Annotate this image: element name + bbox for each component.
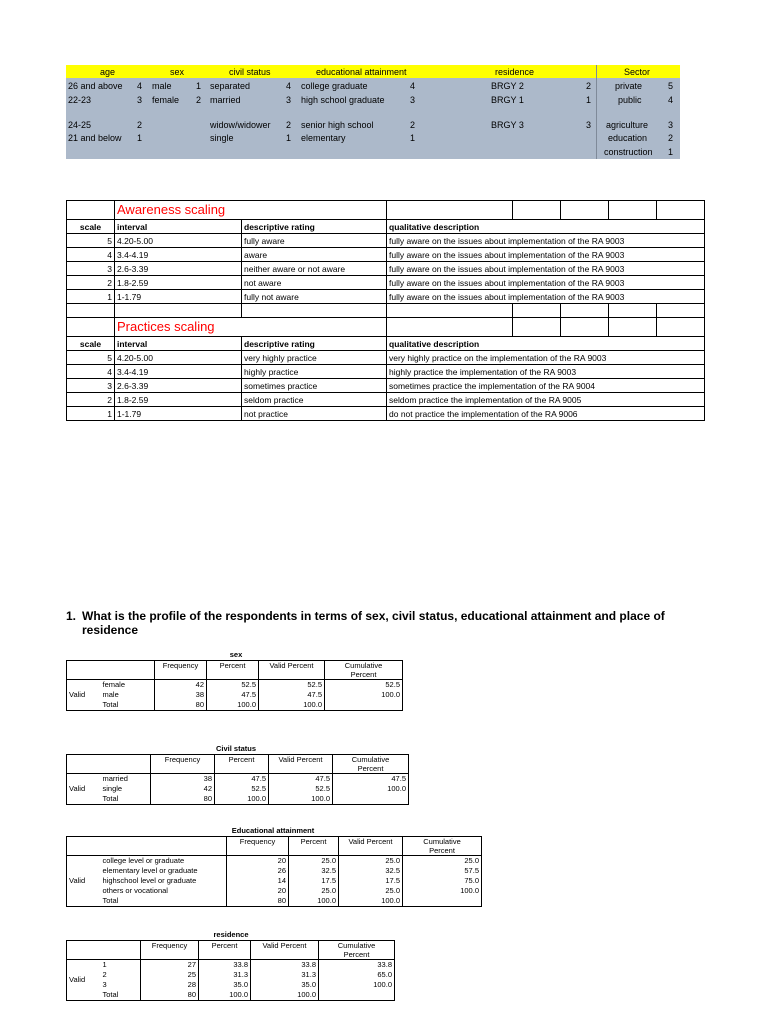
sector-count: 4 xyxy=(668,95,674,105)
header-percent: Percent xyxy=(289,837,339,856)
col-rating: descriptive rating xyxy=(242,220,387,234)
header-percent: Percent xyxy=(215,755,269,774)
header-row xyxy=(67,941,395,960)
cumulative-line-2: Percent xyxy=(343,950,370,959)
valid-percent-cell: 100.0 xyxy=(251,990,319,1001)
civil-count: 3 xyxy=(286,95,292,105)
table-row xyxy=(67,866,482,876)
table-row xyxy=(67,794,409,805)
civil-label: separated xyxy=(210,81,251,91)
interval-cell: 4.20-5.00 xyxy=(115,234,242,248)
scale-cell: 4 xyxy=(67,248,115,262)
col-description: qualitative description xyxy=(387,337,705,351)
header-valid-percent: Valid Percent xyxy=(339,837,403,856)
description-cell: fully aware on the issues about implementation of the RA 9003 xyxy=(387,290,705,304)
sector-label: construction xyxy=(604,147,653,157)
header-frequency: Frequency xyxy=(155,661,207,680)
percent-cell: 100.0 xyxy=(215,794,269,805)
header-percent: Percent xyxy=(207,661,259,680)
percent-cell: 33.8 xyxy=(199,960,251,971)
valid-percent-cell: 47.5 xyxy=(269,774,333,785)
scale-cell: 3 xyxy=(67,379,115,393)
table-row xyxy=(67,290,705,304)
cumulative-line-2: Percent xyxy=(429,846,455,855)
header-row xyxy=(67,661,403,680)
practices-title: Practices scaling xyxy=(115,318,387,337)
sex-count: 1 xyxy=(196,81,202,91)
header-age: age xyxy=(100,67,116,77)
cumulative-cell xyxy=(333,794,409,805)
header-frequency: Frequency xyxy=(227,837,289,856)
valid-percent-cell: 100.0 xyxy=(339,896,403,907)
sector-count: 2 xyxy=(668,133,674,143)
table-row xyxy=(67,990,395,1001)
table-row xyxy=(67,365,705,379)
header-valid-percent: Valid Percent xyxy=(251,941,319,960)
education-label: elementary xyxy=(301,133,346,143)
age-count: 3 xyxy=(137,95,143,105)
frequency-cell: 38 xyxy=(151,774,215,785)
sector-label: education xyxy=(608,133,648,143)
percent-cell: 17.5 xyxy=(289,876,339,886)
rating-cell: not aware xyxy=(242,276,387,290)
age-label: 26 and above xyxy=(68,81,123,91)
education-label: high school graduate xyxy=(301,95,385,105)
header-sex: sex xyxy=(170,67,185,77)
sex-count: 2 xyxy=(196,95,202,105)
frequency-cell: 80 xyxy=(155,700,207,711)
valid-percent-cell: 17.5 xyxy=(339,876,403,886)
percent-cell: 47.5 xyxy=(215,774,269,785)
scaling-table xyxy=(66,200,705,421)
frequency-cell: 42 xyxy=(151,784,215,794)
header-percent: Percent xyxy=(199,941,251,960)
frequency-cell: 27 xyxy=(141,960,199,971)
residence-frequency-table xyxy=(66,940,395,1001)
cumulative-line-2: Percent xyxy=(350,670,377,679)
question-number: 1. xyxy=(66,609,77,623)
valid-label: Valid xyxy=(67,960,101,1001)
age-label: 22-23 xyxy=(68,95,92,105)
table-row xyxy=(67,876,482,886)
description-cell: fully aware on the issues about implementation of the RA 9003 xyxy=(387,276,705,290)
table-row xyxy=(67,960,395,971)
table-row xyxy=(67,886,482,896)
percent-cell: 52.5 xyxy=(207,680,259,691)
col-description: qualitative description xyxy=(387,220,705,234)
table-row xyxy=(67,234,705,248)
sex-label: female xyxy=(152,95,180,105)
interval-cell: 3.4-4.19 xyxy=(115,365,242,379)
civil-label: single xyxy=(210,133,234,143)
header-education: educational attainment xyxy=(316,67,407,77)
row-label: 1 xyxy=(101,960,141,971)
description-cell: sometimes practice the implementation of the RA 9004 xyxy=(387,379,705,393)
percent-cell: 25.0 xyxy=(289,886,339,896)
cumulative-cell: 65.0 xyxy=(319,970,395,980)
header-valid-percent: Valid Percent xyxy=(269,755,333,774)
row-label: highschool level or graduate xyxy=(101,876,227,886)
table-row xyxy=(67,680,403,691)
residence-label: BRGY 2 xyxy=(491,81,524,91)
column-divider xyxy=(596,65,597,159)
description-cell: very highly practice on the implementation of the RA 9003 xyxy=(387,351,705,365)
frequency-cell: 80 xyxy=(151,794,215,805)
table-row xyxy=(67,970,395,980)
percent-cell: 25.0 xyxy=(289,856,339,867)
rating-cell: very highly practice xyxy=(242,351,387,365)
frequency-cell: 80 xyxy=(227,896,289,907)
awareness-title-row xyxy=(67,201,705,220)
profile-summary-table xyxy=(66,65,680,159)
row-label: female xyxy=(101,680,155,691)
valid-label: Valid xyxy=(67,774,101,805)
cumulative-cell: 33.8 xyxy=(319,960,395,971)
header-cumulative-percent xyxy=(403,837,482,856)
cumulative-cell: 100.0 xyxy=(403,886,482,896)
cumulative-line-2: Percent xyxy=(357,764,384,773)
cumulative-cell: 75.0 xyxy=(403,876,482,886)
interval-cell: 1-1.79 xyxy=(115,407,242,421)
age-count: 2 xyxy=(137,120,143,130)
row-label: 2 xyxy=(101,970,141,980)
scale-cell: 3 xyxy=(67,262,115,276)
rating-cell: fully aware xyxy=(242,234,387,248)
scale-cell: 5 xyxy=(67,351,115,365)
practices-title-row xyxy=(67,318,705,337)
age-count: 1 xyxy=(137,133,143,143)
research-question xyxy=(66,609,686,637)
row-label: Total xyxy=(101,700,155,711)
valid-percent-cell: 35.0 xyxy=(251,980,319,990)
table-row xyxy=(67,856,482,867)
practices-header-row xyxy=(67,337,705,351)
frequency-cell: 26 xyxy=(227,866,289,876)
row-label: elementary level or graduate xyxy=(101,866,227,876)
age-count: 4 xyxy=(137,81,143,91)
frequency-cell: 28 xyxy=(141,980,199,990)
scale-cell: 1 xyxy=(67,290,115,304)
residence-table-title: residence xyxy=(213,930,249,939)
col-scale: scale xyxy=(67,220,115,234)
valid-percent-cell: 32.5 xyxy=(339,866,403,876)
sector-count: 3 xyxy=(668,120,674,130)
row-label: single xyxy=(101,784,151,794)
percent-cell: 47.5 xyxy=(207,690,259,700)
frequency-cell: 38 xyxy=(155,690,207,700)
residence-count: 3 xyxy=(586,120,592,130)
valid-percent-cell: 100.0 xyxy=(259,700,325,711)
row-label: Total xyxy=(101,990,141,1001)
description-cell: do not practice the implementation of the RA 9006 xyxy=(387,407,705,421)
awareness-title: Awareness scaling xyxy=(115,201,387,220)
education-frequency-table xyxy=(66,836,482,907)
header-residence: residence xyxy=(495,67,535,77)
valid-label: Valid xyxy=(67,856,101,907)
frequency-cell: 80 xyxy=(141,990,199,1001)
percent-cell: 100.0 xyxy=(207,700,259,711)
sector-label: public xyxy=(618,95,642,105)
table-row xyxy=(67,700,403,711)
table-row xyxy=(67,393,705,407)
rating-cell: fully not aware xyxy=(242,290,387,304)
rating-cell: seldom practice xyxy=(242,393,387,407)
header-frequency: Frequency xyxy=(151,755,215,774)
rating-cell: sometimes practice xyxy=(242,379,387,393)
cumulative-line-1: Cumulative xyxy=(423,837,461,846)
scale-cell: 5 xyxy=(67,234,115,248)
sex-label: male xyxy=(152,81,172,91)
interval-cell: 4.20-5.00 xyxy=(115,351,242,365)
cumulative-line-1: Cumulative xyxy=(337,941,376,950)
awareness-header-row xyxy=(67,220,705,234)
education-table-title: Educational attainment xyxy=(231,826,315,835)
table-row xyxy=(67,379,705,393)
scale-cell: 2 xyxy=(67,276,115,290)
valid-percent-cell: 31.3 xyxy=(251,970,319,980)
frequency-cell: 42 xyxy=(155,680,207,691)
table-row xyxy=(67,690,403,700)
table-row xyxy=(67,276,705,290)
cumulative-cell xyxy=(403,896,482,907)
header-cumulative-percent xyxy=(319,941,395,960)
residence-label: BRGY 1 xyxy=(491,95,524,105)
interval-cell: 2.6-3.39 xyxy=(115,262,242,276)
description-cell: fully aware on the issues about implementation of the RA 9003 xyxy=(387,248,705,262)
cumulative-line-1: Cumulative xyxy=(351,755,390,764)
cumulative-cell: 47.5 xyxy=(333,774,409,785)
header-valid-percent: Valid Percent xyxy=(259,661,325,680)
table-row xyxy=(67,248,705,262)
valid-percent-cell: 25.0 xyxy=(339,856,403,867)
civil-table-title: Civil status xyxy=(215,744,256,753)
table-row xyxy=(67,784,409,794)
header-cumulative-percent xyxy=(333,755,409,774)
sector-label: private xyxy=(615,81,643,91)
description-cell: seldom practice the implementation of the RA 9005 xyxy=(387,393,705,407)
table-row xyxy=(67,407,705,421)
valid-percent-cell: 25.0 xyxy=(339,886,403,896)
col-interval: interval xyxy=(115,220,242,234)
interval-cell: 1.8-2.59 xyxy=(115,393,242,407)
col-interval: interval xyxy=(115,337,242,351)
table-row xyxy=(67,980,395,990)
rating-cell: aware xyxy=(242,248,387,262)
frequency-cell: 20 xyxy=(227,886,289,896)
valid-percent-cell: 52.5 xyxy=(269,784,333,794)
age-label: 21 and below xyxy=(68,133,122,143)
header-row xyxy=(67,755,409,774)
cumulative-cell: 52.5 xyxy=(325,680,403,691)
scale-cell: 1 xyxy=(67,407,115,421)
question-text: What is the profile of the respondents in terms of sex, civil status, educational attainment and place of residence xyxy=(82,609,665,637)
civil-count: 2 xyxy=(286,120,292,130)
residence-count: 2 xyxy=(586,81,592,91)
cumulative-cell xyxy=(319,990,395,1001)
sector-label: agriculture xyxy=(606,120,649,130)
education-label: college graduate xyxy=(301,81,368,91)
row-label: Total xyxy=(101,794,151,805)
row-label: others or vocational xyxy=(101,886,227,896)
header-civil-status: civil status xyxy=(229,67,271,77)
table-row xyxy=(67,351,705,365)
col-scale: scale xyxy=(67,337,115,351)
row-label: married xyxy=(101,774,151,785)
valid-percent-cell: 100.0 xyxy=(269,794,333,805)
interval-cell: 1.8-2.59 xyxy=(115,276,242,290)
percent-cell: 100.0 xyxy=(199,990,251,1001)
row-label: college level or graduate xyxy=(101,856,227,867)
frequency-cell: 25 xyxy=(141,970,199,980)
table-row xyxy=(67,262,705,276)
scale-cell: 4 xyxy=(67,365,115,379)
interval-cell: 3.4-4.19 xyxy=(115,248,242,262)
civil-count: 1 xyxy=(286,133,292,143)
sex-table-title: sex xyxy=(229,650,243,659)
description-cell: highly practice the implementation of the RA 9003 xyxy=(387,365,705,379)
sector-count: 5 xyxy=(668,81,674,91)
table-row xyxy=(67,774,409,785)
sector-count: 1 xyxy=(668,147,674,157)
valid-label: Valid xyxy=(67,680,101,711)
civil-count: 4 xyxy=(286,81,292,91)
rating-cell: neither aware or not aware xyxy=(242,262,387,276)
cumulative-cell: 25.0 xyxy=(403,856,482,867)
row-label: Total xyxy=(101,896,227,907)
scale-cell: 2 xyxy=(67,393,115,407)
education-count: 1 xyxy=(410,133,416,143)
education-count: 3 xyxy=(410,95,416,105)
cumulative-cell: 100.0 xyxy=(325,690,403,700)
cumulative-cell: 100.0 xyxy=(319,980,395,990)
spacer-row xyxy=(67,304,705,318)
interval-cell: 2.6-3.39 xyxy=(115,379,242,393)
education-count: 2 xyxy=(410,120,416,130)
percent-cell: 52.5 xyxy=(215,784,269,794)
description-cell: fully aware on the issues about implementation of the RA 9003 xyxy=(387,262,705,276)
cumulative-cell xyxy=(325,700,403,711)
frequency-cell: 20 xyxy=(227,856,289,867)
residence-count: 1 xyxy=(586,95,592,105)
education-count: 4 xyxy=(410,81,416,91)
description-cell: fully aware on the issues about implementation of the RA 9003 xyxy=(387,234,705,248)
cumulative-line-1: Cumulative xyxy=(344,661,383,670)
education-label: senior high school xyxy=(301,120,374,130)
rating-cell: highly practice xyxy=(242,365,387,379)
header-frequency: Frequency xyxy=(141,941,199,960)
header-cumulative-percent xyxy=(325,661,403,680)
age-label: 24-25 xyxy=(68,120,92,130)
percent-cell: 35.0 xyxy=(199,980,251,990)
header-sector: Sector xyxy=(624,67,651,77)
table-row xyxy=(67,896,482,907)
percent-cell: 31.3 xyxy=(199,970,251,980)
header-row xyxy=(67,837,482,856)
residence-label: BRGY 3 xyxy=(491,120,524,130)
rating-cell: not practice xyxy=(242,407,387,421)
civil-label: married xyxy=(210,95,241,105)
valid-percent-cell: 47.5 xyxy=(259,690,325,700)
cumulative-cell: 57.5 xyxy=(403,866,482,876)
valid-percent-cell: 33.8 xyxy=(251,960,319,971)
interval-cell: 1-1.79 xyxy=(115,290,242,304)
percent-cell: 100.0 xyxy=(289,896,339,907)
percent-cell: 32.5 xyxy=(289,866,339,876)
civil-status-frequency-table xyxy=(66,754,409,805)
valid-percent-cell: 52.5 xyxy=(259,680,325,691)
civil-label: widow/widower xyxy=(210,120,271,130)
col-rating: descriptive rating xyxy=(242,337,387,351)
frequency-cell: 14 xyxy=(227,876,289,886)
row-label: male xyxy=(101,690,155,700)
row-label: 3 xyxy=(101,980,141,990)
cumulative-cell: 100.0 xyxy=(333,784,409,794)
sex-frequency-table xyxy=(66,660,403,711)
